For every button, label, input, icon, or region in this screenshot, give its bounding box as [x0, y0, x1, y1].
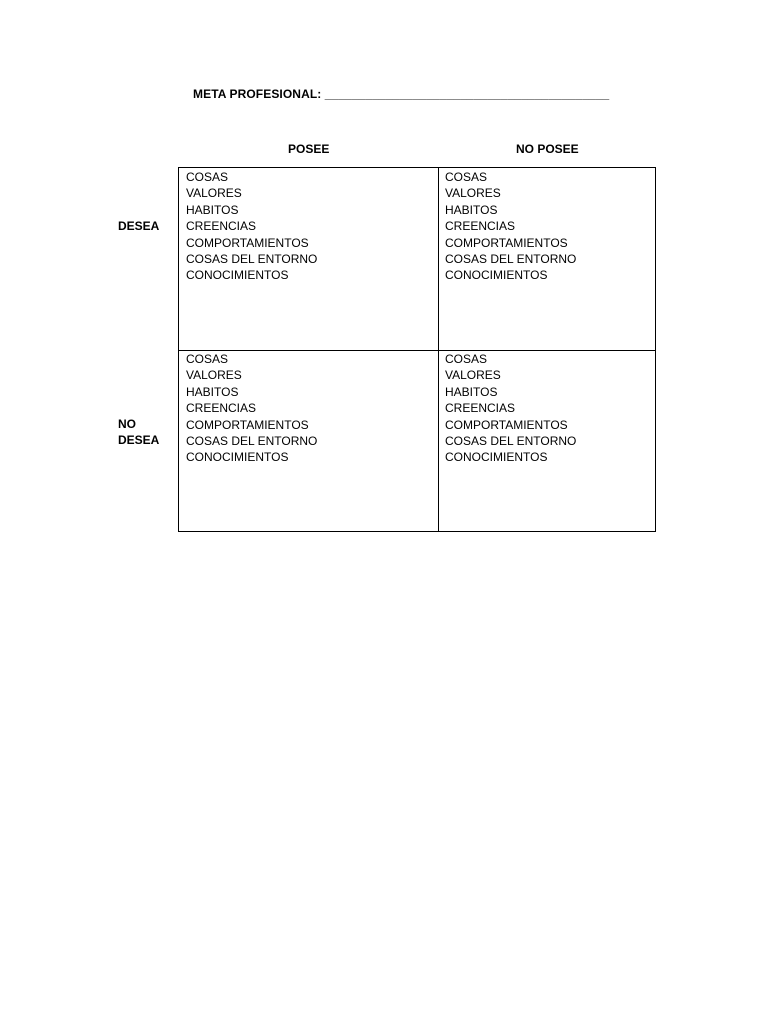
list-item: HABITOS: [445, 384, 498, 399]
row-label-no-desea: [118, 416, 159, 449]
desire-possession-matrix: [178, 167, 656, 532]
row-label-no-desea-line1: NO: [118, 417, 136, 431]
list-item: CONOCIMIENTOS: [186, 268, 289, 283]
list-item: COSAS: [445, 170, 488, 184]
list-item: COMPORTAMIENTOS: [445, 235, 568, 250]
page-title: META PROFESIONAL: __________________________________________: [193, 87, 610, 101]
list-item: COSAS DEL ENTORNO: [445, 434, 577, 449]
cell-no-desea-posee: [186, 351, 317, 466]
list-item: CONOCIMIENTOS: [445, 450, 548, 465]
column-header-posee: POSEE: [288, 142, 330, 156]
cell-desea-no-posee: [445, 169, 576, 284]
list-item: VALORES: [445, 368, 501, 383]
list-item: COMPORTAMIENTOS: [186, 235, 309, 250]
list-item: VALORES: [186, 186, 242, 201]
column-header-no-posee: NO POSEE: [516, 142, 579, 156]
list-item: VALORES: [186, 368, 242, 383]
list-item: HABITOS: [186, 202, 239, 217]
list-item: COSAS: [186, 352, 229, 366]
cell-no-desea-no-posee: [445, 351, 576, 466]
list-item: COMPORTAMIENTOS: [445, 417, 568, 432]
list-item: COSAS DEL ENTORNO: [186, 434, 318, 449]
list-item: CREENCIAS: [445, 219, 516, 234]
list-item: COMPORTAMIENTOS: [186, 417, 309, 432]
list-item: COSAS: [445, 352, 488, 366]
row-label-desea: DESEA: [118, 219, 160, 233]
list-item: HABITOS: [186, 384, 239, 399]
list-item: CONOCIMIENTOS: [445, 268, 548, 283]
list-item: COSAS DEL ENTORNO: [186, 252, 318, 267]
cell-desea-posee: [186, 169, 317, 284]
list-item: VALORES: [445, 186, 501, 201]
row-label-no-desea-line2: DESEA: [118, 433, 160, 448]
list-item: CREENCIAS: [186, 219, 257, 234]
list-item: CONOCIMIENTOS: [186, 450, 289, 465]
list-item: COSAS: [186, 170, 229, 184]
list-item: CREENCIAS: [445, 401, 516, 416]
list-item: CREENCIAS: [186, 401, 257, 416]
list-item: COSAS DEL ENTORNO: [445, 252, 577, 267]
list-item: HABITOS: [445, 202, 498, 217]
